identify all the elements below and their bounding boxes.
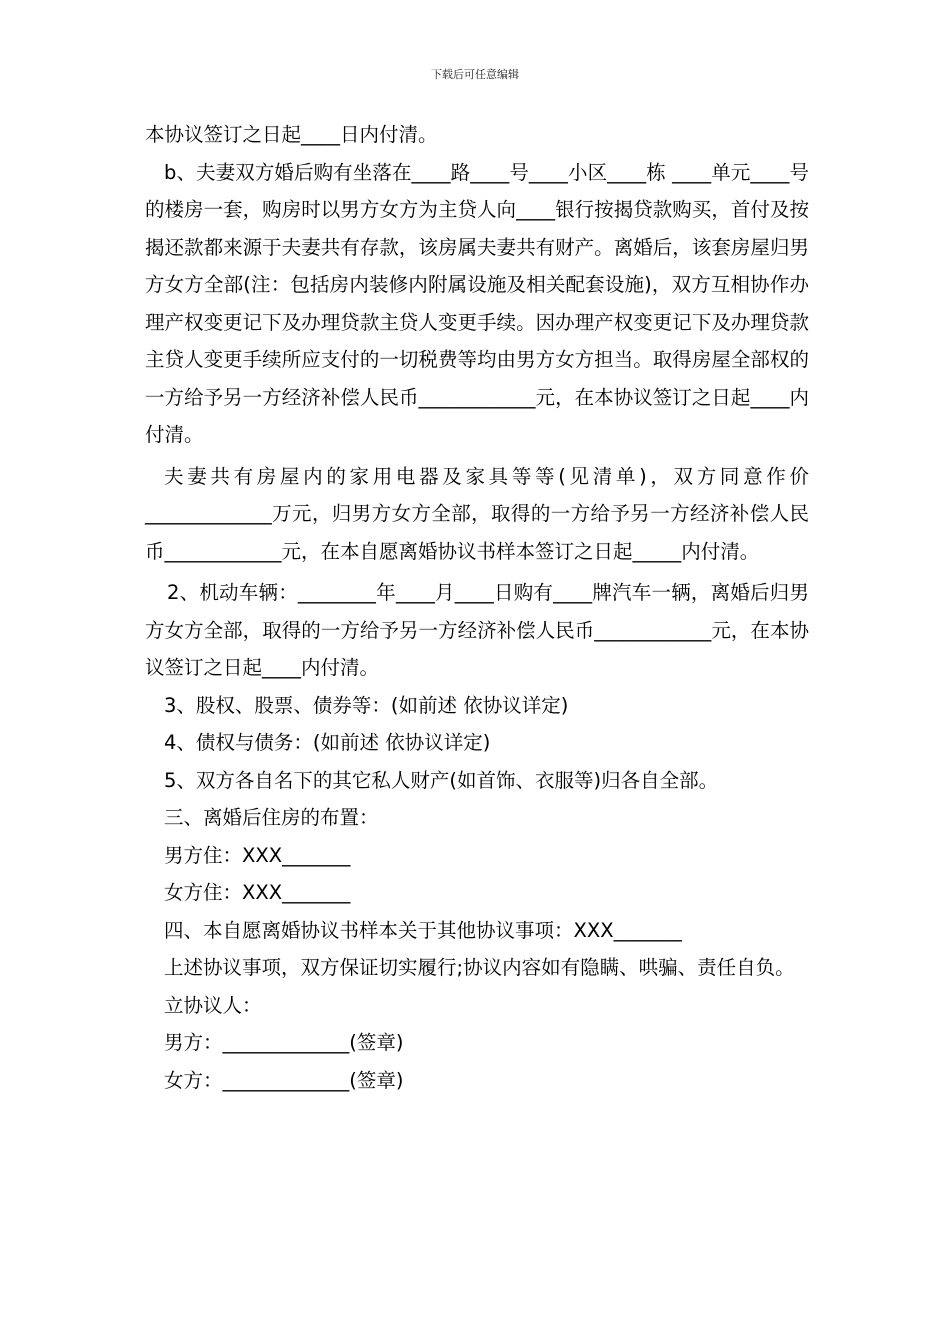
paragraph-house: b、夫妻双方婚后购有坐落在____路____号____小区____栋 ____单元____号的楼房一套，购房时以男方女方为主贷人向____银行按揭贷款购买，首付及按揭还款都来源于夫妻共有存款，该房属夫妻共有财产。离婚后，该套房屋归男方女方全部(注：包括房内装修内附属设施及相关配套设施)，双方互相协作办理产权变更记下及办理贷款主贷人变更手续。因办理产权变更记下及办理贷款主贷人变更手续所应支付的一切税费等均由男方女方担当。取得房屋全部权的一方给予另一方经济补偿人民币____________元，在本协议签订之日起____内付清。 — [145, 160, 809, 446]
paragraph-guarantee: 上述协议事项，双方保证切实履行;协议内容如有隐瞒、哄骗、责任自负。 — [164, 956, 795, 979]
page-header: 下载后可任意编辑 — [431, 68, 519, 81]
section-other-matters: 四、本自愿离婚协议书样本关于其他协议事项：XXX_______ — [164, 918, 682, 942]
signature-female: 女方：_____________(签章) — [164, 1068, 404, 1092]
section-housing-heading: 三、离婚后住房的布置： — [164, 806, 379, 829]
signatories-label: 立协议人： — [164, 993, 262, 1017]
housing-female: 女方住：XXX_______ — [164, 881, 351, 904]
housing-male: 男方住：XXX_______ — [164, 843, 351, 867]
paragraph-appliances: 夫妻共有房屋内的家用电器及家具等等(见清单)，双方同意作价_____________万元，归男方女方全部，取得的一方给予另一方经济补偿人民币____________元，在本自愿离婚协议书样本签订之日起_____内付清。 — [145, 464, 809, 563]
paragraph-vehicle: 2、机动车辆：________年____月____日购有____牌汽车一辆，离婚后归男方女方全部，取得的一方给予另一方经济补偿人民币____________元，在本协议签订之日起____内付清。 — [145, 581, 809, 679]
paragraph-debts: 4、债权与债务：(如前述 依协议详定) — [164, 731, 491, 754]
paragraph-payment-deadline: 本协议签订之日起____日内付清。 — [145, 123, 438, 146]
paragraph-stocks: 3、股权、股票、债券等：(如前述 依协议详定) — [164, 693, 569, 717]
signature-male: 男方：_____________(签章) — [164, 1031, 404, 1054]
document-body — [145, 116, 809, 1099]
paragraph-private-property: 5、双方各自名下的其它私人财产(如首饰、衣服等)归各自全部。 — [164, 768, 719, 792]
